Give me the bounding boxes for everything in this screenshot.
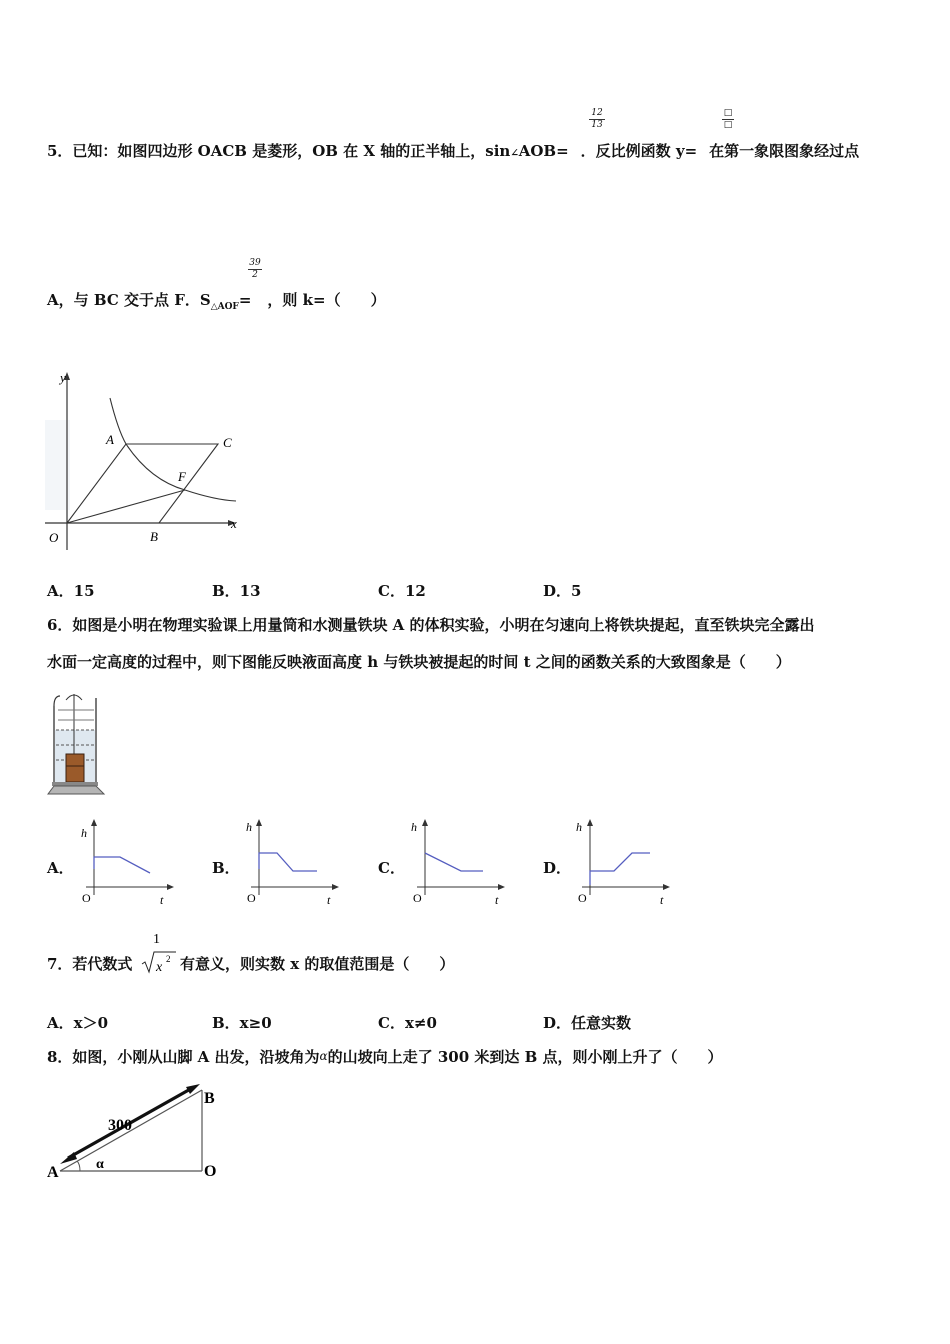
q7-option-b[interactable]: B．x≥0 (212, 1014, 272, 1032)
q8-text-b: 的山坡向上走了 300 米到达 B 点，则小刚上升了（ ） (327, 1048, 723, 1066)
q5-line2-a: A，与 BC 交于点 F．S (47, 291, 211, 309)
label-alpha: α (96, 1157, 104, 1172)
sin-fraction-numerator: 12 (591, 108, 603, 118)
q5-text-d: 在第一象限图象经过点 (709, 142, 860, 160)
q5-text-b: AOB= (518, 142, 569, 160)
q7-exponent: 2 (166, 954, 171, 964)
label-a: A (47, 1164, 59, 1181)
q5-option-c[interactable]: C．12 (378, 582, 426, 600)
q6-option-a-label[interactable]: A． (47, 859, 74, 877)
label-f: F (178, 469, 186, 484)
q5-line2-b: = (238, 291, 252, 309)
graph-c-curve (425, 853, 483, 871)
label-y: y (60, 370, 66, 385)
triangle-aof-subscript: △AOF (210, 302, 239, 312)
k-fraction (722, 108, 734, 131)
q8-alpha: α (319, 1049, 328, 1063)
graph-d-curve (590, 853, 650, 885)
graph-d-origin: O (578, 891, 587, 905)
q6-graph-d[interactable] (568, 815, 678, 910)
q7-radicand: x (156, 960, 163, 975)
graph-a-curve (94, 857, 150, 873)
segment-of (67, 490, 185, 523)
area-fraction (248, 258, 262, 281)
q6-option-d-label[interactable]: D． (543, 859, 572, 877)
q7-suffix: 有意义，则实数 x 的取值范围是（ ） (180, 955, 455, 973)
label-o: O (204, 1163, 217, 1180)
graph-a-t-label: t (160, 893, 164, 907)
q5-option-a[interactable]: A．15 (47, 582, 95, 600)
graph-b-curve (259, 853, 317, 871)
q5-text-c: ．反比例函数 y= (580, 142, 698, 160)
q6-option-b-label[interactable]: B． (212, 859, 240, 877)
k-fraction-numerator: □ (723, 108, 733, 118)
rhombus-oacb (67, 444, 218, 523)
k-fraction-denominator: □ (723, 120, 733, 130)
q6-graph-b[interactable] (237, 815, 347, 910)
label-x: x (231, 516, 237, 531)
q5-line2-c: ，则 k=（ ） (267, 291, 386, 309)
rhombus-figure (40, 368, 245, 558)
graph-b-origin: O (247, 891, 256, 905)
label-c: C (223, 435, 232, 450)
iron-block (66, 754, 84, 782)
q5-option-b[interactable]: B．13 (212, 582, 261, 600)
q7-option-c[interactable]: C．x≠0 (378, 1014, 437, 1032)
angle-symbol: ∠ (510, 148, 519, 159)
q7-expression (140, 928, 180, 976)
graph-c-h-label: h (411, 820, 417, 834)
label-300: 300 (108, 1117, 132, 1134)
q5-line1 (47, 140, 859, 161)
sin-fraction-denominator: 13 (589, 119, 605, 131)
q6-line2: 水面一定高度的过程中，则下图能反映液面高度 h 与铁块被提起的时间 t 之间的函数关系的大致图象是（ ） (47, 653, 791, 671)
sin-fraction (589, 108, 605, 131)
graph-c-t-label: t (495, 893, 499, 907)
label-o: O (49, 530, 59, 545)
slope-figure (44, 1082, 229, 1182)
q6-graph-c[interactable] (403, 815, 513, 910)
q8-text-a: 8．如图，小刚从山脚 A 出发，沿坡角为 (47, 1048, 320, 1066)
q5-line2 (47, 289, 386, 312)
graph-a-origin: O (82, 891, 91, 905)
hyperbola-curve (110, 398, 236, 501)
area-fraction-numerator: 39 (249, 258, 261, 268)
graph-d-h-label: h (576, 820, 582, 834)
q5-text-a: 5．已知：如图四边形 OACB 是菱形，OB 在 X 轴的正半轴上，sin (47, 142, 511, 160)
q7-prefix: 7．若代数式 (47, 955, 133, 973)
q7-option-a[interactable]: A．x＞0 (47, 1014, 109, 1032)
q6-graph-a[interactable] (72, 815, 182, 910)
q6-option-c-label[interactable]: C． (378, 859, 405, 877)
q8-line (47, 1046, 723, 1067)
label-b: B (204, 1090, 215, 1107)
label-b: B (150, 529, 158, 544)
graph-c-origin: O (413, 891, 422, 905)
area-fraction-denominator: 2 (248, 269, 262, 281)
q6-line1: 6．如图是小明在物理实验课上用量筒和水测量铁块 A 的体积实验，小明在匀速向上将铁块提起，直至铁块完全露出 (47, 616, 815, 634)
q7-numerator: 1 (153, 932, 160, 947)
label-a: A (106, 432, 114, 447)
graph-b-t-label: t (327, 893, 331, 907)
graph-b-h-label: h (246, 820, 252, 834)
graph-a-h-label: h (81, 826, 87, 840)
q5-option-d[interactable]: D．5 (543, 582, 582, 600)
q7-option-d[interactable]: D．任意实数 (543, 1014, 632, 1032)
graph-d-t-label: t (660, 893, 664, 907)
measuring-cylinder-figure (44, 690, 114, 800)
